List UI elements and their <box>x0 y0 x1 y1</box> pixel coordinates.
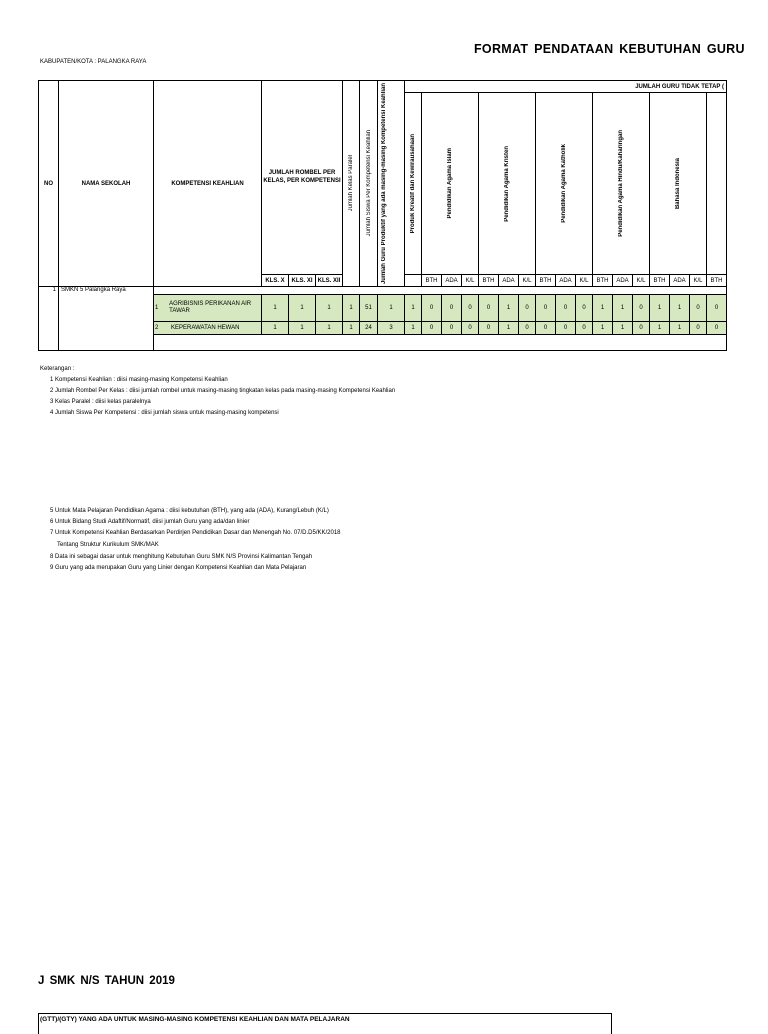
col-guru-produktif-header: Jumlah Guru Produktif yang ada masing-masing Kompetensi Keahlian <box>378 81 405 287</box>
school-no: 1 <box>39 287 59 351</box>
sub-header: ADA <box>670 275 690 287</box>
note-item: Tentang Struktur Kurikulum SMK/MAK <box>57 542 159 548</box>
data-sheet <box>38 80 768 360</box>
cell: 0 <box>576 295 593 322</box>
subject-header: Bahasa Indonesia <box>650 93 707 275</box>
cell: 1 <box>343 295 360 322</box>
note-item: 6 Untuk Bidang Studi Adaftif/Normatif, diisi jumlah Guru yang ada/dan linier <box>50 519 250 525</box>
row-kompetensi: AGRIBISNIS PERIKANAN AIR TAWAR <box>169 300 252 314</box>
row-no: 1 <box>155 305 159 311</box>
col-kompetensi-header: KOMPETENSI KEAHLIAN <box>154 81 262 287</box>
cell: 0 <box>479 322 499 335</box>
col-siswa-header: Jumlah Siswa Per Kompetensi Keahlian <box>360 81 378 287</box>
sub-header: ADA <box>499 275 519 287</box>
cell: 1 <box>262 295 289 322</box>
cell: 0 <box>479 295 499 322</box>
cell: 0 <box>556 295 576 322</box>
cell: 0 <box>576 322 593 335</box>
spacer-row <box>154 287 727 295</box>
cell: 1 <box>289 322 316 335</box>
footer-title: J SMK N/S TAHUN 2019 <box>38 975 175 987</box>
row-kompetensi: KEPERAWATAN HEWAN <box>171 325 240 331</box>
cell: 1 <box>499 295 519 322</box>
cell: 1 <box>378 295 405 322</box>
sub-header: K/L <box>519 275 536 287</box>
subject-header: Pendidikan Agama Kristen <box>479 93 536 275</box>
cell: 1 <box>593 295 613 322</box>
cell: 1 <box>316 322 343 335</box>
cell: 0 <box>442 322 462 335</box>
sub-header: BTH <box>479 275 499 287</box>
cell: 0 <box>462 295 479 322</box>
col-paralel-header: Jumlah Kelas Paralel <box>343 81 360 287</box>
kls-xi-header: KLS. XI <box>289 275 316 287</box>
cell: 3 <box>378 322 405 335</box>
cell: 1 <box>499 322 519 335</box>
cell: 1 <box>343 322 360 335</box>
sub-header: K/L <box>690 275 707 287</box>
cell: 0 <box>442 295 462 322</box>
cell: 24 <box>360 322 378 335</box>
cell: 1 <box>593 322 613 335</box>
col-nama-header: NAMA SEKOLAH <box>59 81 154 287</box>
cell: 1 <box>405 322 422 335</box>
cell: 1 <box>670 295 690 322</box>
footer-box-text: (GTT)/(GTY) YANG ADA UNTUK MASING-MASING KOMPETENSI KEAHLIAN DAN MATA PELAJARAN <box>40 1016 350 1023</box>
cell: 0 <box>519 295 536 322</box>
sub-header: ADA <box>556 275 576 287</box>
sub-header <box>405 275 422 287</box>
subject-header: Pendidikan Agama Hindu/Kaharingan <box>593 93 650 275</box>
cell: 0 <box>690 322 707 335</box>
cell: 1 <box>613 295 633 322</box>
cell: 0 <box>633 322 650 335</box>
kls-x-header: KLS. X <box>262 275 289 287</box>
cell: 1 <box>316 295 343 322</box>
cell: 1 <box>289 295 316 322</box>
cell: 0 <box>690 295 707 322</box>
note-item: 9 Guru yang ada merupakan Guru yang Linier dengan Kompetensi Keahlian dan Mata Pelajaran <box>50 565 307 571</box>
notes-heading: Keterangan : <box>40 366 75 372</box>
col-kreatif-header: Produk Kreatif dan Kewirausahaan <box>405 93 422 275</box>
cell: 1 <box>650 295 670 322</box>
cell: 0 <box>556 322 576 335</box>
cell: 51 <box>360 295 378 322</box>
cell: 0 <box>536 295 556 322</box>
sub-header: K/L <box>633 275 650 287</box>
cell: 0 <box>536 322 556 335</box>
sub-header: BTH <box>650 275 670 287</box>
subject-header: Pendidikan Agama Islam <box>422 93 479 275</box>
sub-header: K/L <box>462 275 479 287</box>
note-item: 8 Data ini sebagai dasar untuk menghitung Kebutuhan Guru SMK N/S Provinsi Kalimantan Tengah <box>50 554 313 560</box>
sub-header: ADA <box>442 275 462 287</box>
cell: 1 <box>262 322 289 335</box>
sub-header: ADA <box>613 275 633 287</box>
cell: 1 <box>670 322 690 335</box>
note-item: 7 Untuk Kompetensi Keahlian Berdasarkan Perdirjen Pendidikan Dasar dan Menengah No. 07/D.D5/KK/2018 <box>50 530 341 536</box>
sub-header: BTH <box>707 275 727 287</box>
sub-header: BTH <box>536 275 556 287</box>
note-item: 3 Kelas Paralel : diisi kelas paralelnya <box>50 399 151 405</box>
note-item: 2 Jumlah Rombel Per Kelas : diisi jumlah rombel untuk masing-masing tingkatan kelas pada masing-masing Kompetensi Keahlian <box>50 388 396 394</box>
sub-header: K/L <box>576 275 593 287</box>
subject-header: Pendidikan Agama Katholik <box>536 93 593 275</box>
note-item: 1 Kompetensi Keahlian : diisi masing-masing Kompetensi Keahlian <box>50 377 228 383</box>
note-item: 5 Untuk Mata Pelajaran Pendidikan Agama : diisi kebutuhan (BTH), yang ada (ADA), Kurang/Lebuh (K/L) <box>50 508 329 514</box>
blank-row <box>154 335 727 351</box>
cell: 0 <box>422 322 442 335</box>
sub-header: BTH <box>593 275 613 287</box>
cell: 0 <box>707 322 727 335</box>
gtt-header: JUMLAH GURU TIDAK TETAP ( <box>405 81 727 93</box>
cell: 1 <box>405 295 422 322</box>
cell: 1 <box>613 322 633 335</box>
cell: 0 <box>707 295 727 322</box>
cell: 0 <box>462 322 479 335</box>
needs-table <box>38 80 727 351</box>
cell: 0 <box>633 295 650 322</box>
kls-xii-header: KLS. XII <box>316 275 343 287</box>
note-item: 4 Jumlah Siswa Per Kompetensi : diisi jumlah siswa untuk masing-masing kompetensi <box>50 410 279 416</box>
page-title: FORMAT PENDATAAN KEBUTUHAN GURU <box>474 42 745 56</box>
school-name: SMKN 5 Palangka Raya <box>59 287 154 351</box>
col-rombel-header: JUMLAH ROMBEL PER KELAS, PER KOMPETENSI <box>262 81 343 275</box>
cell: 0 <box>422 295 442 322</box>
kabupaten-label: KABUPATEN/KOTA : PALANGKA RAYA <box>40 59 147 65</box>
row-no: 2 <box>155 325 159 331</box>
col-no-header: NO <box>39 81 59 287</box>
subject-header <box>707 93 727 275</box>
cell: 0 <box>519 322 536 335</box>
cell: 1 <box>650 322 670 335</box>
sub-header: BTH <box>422 275 442 287</box>
